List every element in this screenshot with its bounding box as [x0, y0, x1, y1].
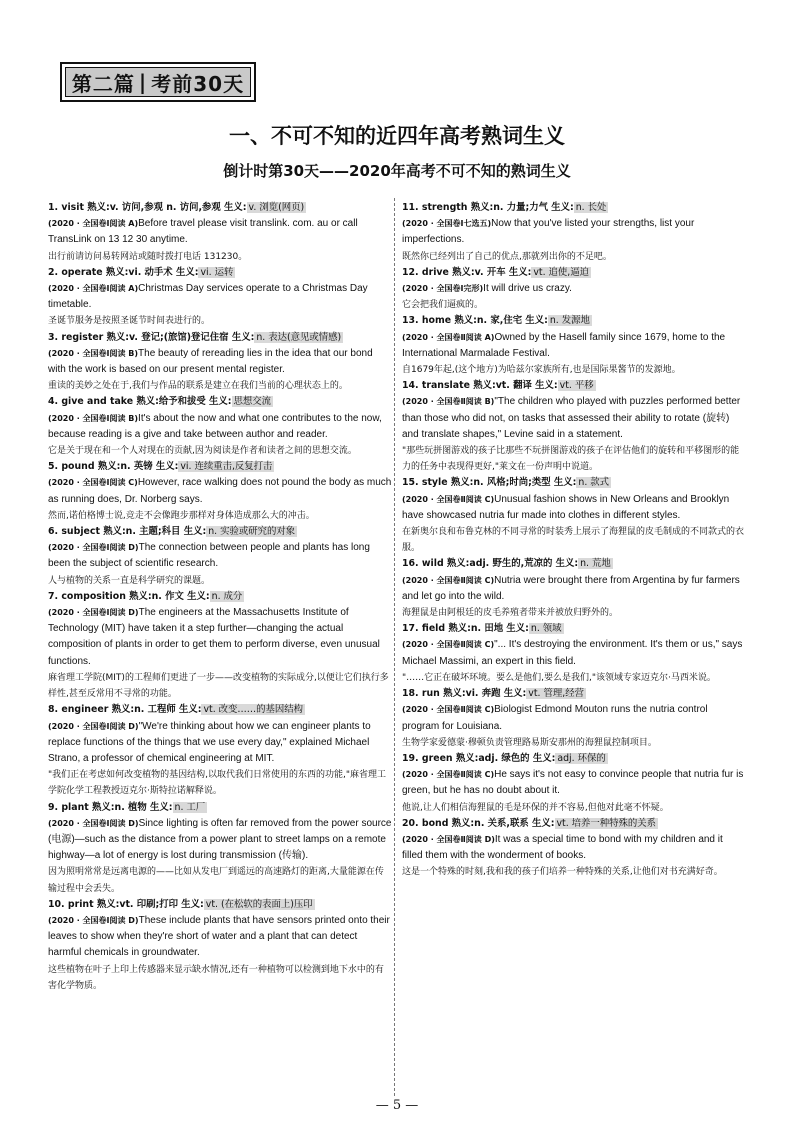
entry-new-meaning: n. 表达(意见或情感): [256, 331, 342, 343]
entry-example-english: It will drive us crazy.: [483, 283, 572, 295]
entry-source: (2020 · 全国卷Ⅰ阅读 D): [48, 915, 139, 925]
entry-headword: [402, 556, 746, 572]
entry-new-meaning: vt. 管理,经营: [528, 688, 584, 700]
entry-example-chinese: 出行前请访问易转网站或随时拨打电话 131230。: [48, 251, 248, 262]
entry-example-english: However, race walking does not pound the body as much as running does, Dr. Norberg says.: [48, 477, 392, 505]
entry-headword: [402, 313, 746, 329]
entry-example-english: "The children who played with puzzles performed better than those who did not, on tasks that assessed their ability to rotate (旋转) and translate shapes," Levine said in a statement.: [402, 396, 741, 440]
entry-common-meaning: 2. operate 熟义:vi. 动手术 生义:: [48, 266, 199, 278]
entry-example-english: Biologist Edmond Mouton runs the nutria control program for Louisiana.: [402, 704, 708, 732]
entry-example-chinese: 这是一个特殊的时刻,我和我的孩子们培养一种特殊的关系,让他们对书充满好奇。: [402, 867, 723, 878]
entry-source: (2020 · 全国卷Ⅰ阅读 D): [48, 543, 139, 553]
entry-source: (2020 · 全国卷Ⅱ阅读 C): [402, 705, 495, 715]
entry-headword: [402, 621, 746, 637]
vocab-entry: [402, 686, 746, 751]
entry-headword: [48, 897, 392, 913]
entry-example-chinese: 生物学家爱德蒙·穆顿负责管理路易斯安那州的海狸鼠控制项目。: [402, 737, 657, 748]
entry-example-english: It was a special time to bond with my children and it filled them with the wonderment of books.: [402, 833, 723, 862]
entry-new-meaning: n. 荒地: [580, 558, 611, 570]
entry-example-chinese: 它会把我们逼疯的。: [402, 300, 484, 311]
entry-new-meaning: n. 实验或研究的对象: [208, 526, 296, 538]
vocab-entry: [48, 200, 392, 265]
entry-common-meaning: 20. bond 熟义:n. 关系,联系 生义:: [402, 817, 555, 829]
entry-new-meaning: vi. 连续重击,反复打击: [180, 461, 273, 473]
vocab-entry: [402, 378, 746, 475]
entry-headword: [48, 800, 392, 816]
entry-new-meaning: 思想交流: [233, 396, 272, 408]
entry-example-english: The engineers at the Massachusetts Institute of Technology (MIT) have taken it a step further—changing the actual composition of plants in order to get them to perform diverse, even unusual functions.: [48, 607, 380, 667]
entry-source: (2020 · 全国卷Ⅱ阅读 D): [402, 834, 495, 844]
subtitle: 倒计时第30天——2020年高考不可不知的熟词生义: [223, 162, 571, 180]
entry-source: (2020 · 全国卷Ⅱ阅读 A): [402, 332, 495, 342]
entry-new-meaning: n. 款式: [578, 477, 610, 489]
entry-headword: [402, 816, 746, 832]
entry-new-meaning: vt. 改变……的基因结构: [203, 704, 304, 716]
vocab-entry: [402, 200, 746, 265]
entry-example-chinese: 因为照明常常是远离电源的——比如从发电厂到遥远的高速路灯的距离,大量能源在传输过程中会丢失。: [48, 867, 384, 894]
right-column: [402, 200, 746, 881]
vocab-entry: [48, 897, 392, 994]
main-title: 一、不可不知的近四年高考熟词生义: [229, 124, 565, 148]
entry-example-chinese: 麻省理工学院(MIT)的工程师们更进了一步——改变植物的实际成分,以便让它们执行多样性,甚至反常用不寻常的功能。: [48, 672, 389, 700]
entry-example-english: The connection between people and plants has long been the subject of scientific research.: [48, 542, 370, 570]
entry-example-english: Unusual fashion shows in New Orleans and Brooklyn have showcased nutria fur made into clothes in different styles.: [402, 493, 730, 521]
entry-example-english: Nutria were brought there from Argentina by fur farmers and let go into the wild.: [402, 574, 740, 602]
entry-new-meaning: vt. (在松软的表面上)压印: [205, 898, 313, 910]
entry-new-meaning: vt. 平移: [559, 380, 594, 392]
column-divider: [394, 198, 395, 1096]
part-label: 第二篇: [71, 71, 135, 96]
entry-example-english: The beauty of rereading lies in the idea that our bond with the work is based on our present mental register.: [48, 347, 373, 376]
entry-example-chinese: 他说,让人们相信海狸鼠的毛是环保的并不容易,但他对此毫不怀疑。: [402, 802, 669, 813]
entry-headword: [48, 200, 392, 216]
entry-example-chinese: "我们正在考虑如何改变植物的基因结构,以取代我们日常使用的东西的功能,"麻省理工学院化学工程教授迈克尔·斯特拉诺解释说。: [48, 770, 387, 797]
entry-common-meaning: 7. composition 熟义:n. 作文 生义:: [48, 590, 210, 602]
entry-common-meaning: 6. subject 熟义:n. 主题;科目 生义:: [48, 526, 207, 538]
entry-source: (2020 · 全国卷Ⅰ阅读 D): [48, 818, 139, 828]
vocab-entry: [402, 313, 746, 378]
entry-headword: [402, 265, 746, 281]
entry-source: (2020 · 全国卷Ⅱ阅读 C): [402, 494, 495, 504]
entry-example-chinese: 重读的美妙之处在于,我们与作品的联系是建立在我们当前的心理状态上的。: [48, 381, 348, 392]
entry-example-english: Since lighting is often far removed from the power source (电源)—such as the distance from a power plant to street lamps on a remote highway—a lot of energy is lost during transmission (传输).: [48, 817, 392, 862]
entry-common-meaning: 12. drive 熟义:v. 开车 生义:: [402, 266, 532, 278]
entry-new-meaning: n. 成分: [211, 590, 243, 602]
entry-new-meaning: n. 发源地: [549, 315, 590, 327]
section-title-box: [60, 62, 256, 102]
entry-example-english: He says it's not easy to convince people that nutria fur is green, but he has no doubt about it.: [402, 769, 744, 797]
entry-headword: [48, 589, 392, 605]
entry-example-chinese: 自1679年起,(这个地方)为哈兹尔家族所有,也是国际果酱节的发源地。: [402, 365, 681, 376]
entry-example-chinese: "那些玩拼图游戏的孩子比那些不玩拼图游戏的孩子在评估他们的旋转和平移图形的能力的任务中表现得更好,"莱文在一份声明中说道。: [402, 446, 740, 473]
entry-common-meaning: 8. engineer 熟义:n. 工程师 生义:: [48, 704, 202, 716]
entry-example-english: "... It's destroying the environment. It's them or us," says Michael Massimi, an expert in this field.: [402, 639, 743, 667]
entry-example-chinese: 海狸鼠是由阿根廷的皮毛养殖者带来并被放归野外的。: [402, 608, 619, 619]
entry-example-chinese: 然而,诺伯格博士说,竞走不会像跑步那样对身体造成那么大的冲击。: [48, 510, 315, 521]
vocab-entry: [402, 816, 746, 881]
entry-example-chinese: 圣诞节服务是按照圣诞节时间表进行的。: [48, 316, 211, 327]
entry-source: (2020 · 全国卷Ⅰ阅读 A): [48, 284, 139, 294]
entry-headword: [48, 702, 392, 718]
entry-source: (2020 · 全国卷Ⅱ阅读 C): [402, 770, 495, 780]
entry-new-meaning: vt. 培养一种特殊的关系: [556, 817, 657, 829]
entry-headword: [402, 200, 746, 216]
vocab-entry: [48, 459, 392, 524]
left-column: [48, 200, 392, 994]
entry-common-meaning: 13. home 熟义:n. 家,住宅 生义:: [402, 315, 548, 327]
entry-headword: [48, 459, 392, 475]
entry-example-english: Christmas Day services operate to a Christmas Day timetable.: [48, 283, 368, 311]
entry-common-meaning: 1. visit 熟义:v. 访问,参观 n. 访问,参观 生义:: [48, 202, 247, 213]
entry-headword: [402, 475, 746, 491]
entry-headword: [48, 265, 392, 281]
entry-common-meaning: 3. register 熟义:v. 登记;(旅馆)登记住宿 生义:: [48, 331, 255, 343]
entry-source: (2020 · 全国卷Ⅱ阅读 C): [402, 575, 495, 585]
entry-example-english: Now that you've listed your strengths, list your imperfections.: [402, 218, 695, 246]
vocab-entry: [402, 751, 746, 816]
entry-example-english: Owned by the Hasell family since 1679, home to the International Marmalade Festival.: [402, 331, 726, 359]
entry-headword: [48, 394, 392, 410]
entry-common-meaning: 4. give and take 熟义:给予和拔受 生义:: [48, 396, 232, 408]
entry-source: (2020 · 全国卷Ⅰ阅读 B): [48, 348, 139, 358]
entry-source: (2020 · 全国卷Ⅰ完形): [402, 284, 484, 294]
entry-source: (2020 · 全国卷Ⅰ七选五): [402, 219, 492, 229]
entry-source: (2020 · 全国卷Ⅰ阅读 D): [48, 721, 139, 731]
entry-common-meaning: 15. style 熟义:n. 风格;时尚;类型 生义:: [402, 477, 577, 489]
entry-headword: [48, 330, 392, 346]
entry-headword: [402, 751, 746, 767]
part-title: 考前30天: [151, 71, 245, 96]
part-separator: |: [138, 70, 148, 94]
entry-common-meaning: 5. pound 熟义:n. 英镑 生义:: [48, 461, 179, 473]
vocab-entry: [48, 265, 392, 330]
vocab-entry: [402, 556, 746, 621]
entry-new-meaning: n. 领域: [530, 623, 562, 635]
entry-common-meaning: 9. plant 熟义:n. 植物 生义:: [48, 801, 173, 813]
entry-example-chinese: "……它正在破坏环境。要么是他们,要么是我们,"该领域专家迈克尔·马西米说。: [402, 672, 716, 683]
entry-common-meaning: 10. print 熟义:vt. 印刷;打印 生义:: [48, 898, 204, 910]
entry-example-english: Before travel please visit translink. com. au or call TransLink on 13 12 30 anytime.: [48, 218, 358, 246]
vocab-entry: [402, 621, 746, 686]
entry-new-meaning: v. 浏览(网页): [248, 202, 305, 213]
entry-common-meaning: 17. field 熟义:n. 田地 生义:: [402, 623, 529, 635]
entry-source: (2020 · 全国卷Ⅰ阅读 C): [48, 478, 138, 488]
entry-source: (2020 · 全国卷Ⅱ阅读 C): [402, 640, 495, 650]
entry-new-meaning: adj. 环保的: [557, 752, 606, 764]
entry-example-english: These include plants that have sensors printed onto their leaves to show when they're short of water and a plant that can detect harmful chemicals in groundwater.: [48, 914, 390, 959]
page-number: — 5 —: [375, 1098, 419, 1113]
entry-example-english: "We're thinking about how we can engineer plants to replace functions of the things that we use every day," explained Michael Strano, a professor of chemical engineering at MIT.: [48, 720, 371, 764]
entry-common-meaning: 14. translate 熟义:vt. 翻译 生义:: [402, 380, 558, 392]
entry-example-chinese: 在新奥尔良和布鲁克林的不同寻常的时装秀上展示了海狸鼠的皮毛制成的不同款式的衣服。: [402, 527, 745, 554]
entry-source: (2020 · 全国卷Ⅰ阅读 D): [48, 608, 139, 618]
vocab-entry: [48, 589, 392, 702]
entry-common-meaning: 19. green 熟义:adj. 绿色的 生义:: [402, 752, 556, 764]
entry-example-chinese: 这些植物在叶子上印上传感器来显示缺水情况,还有一种植物可以检测到地下水中的有害化学物质。: [48, 964, 384, 991]
entry-new-meaning: n. 工厂: [174, 801, 206, 813]
vocab-entry: [48, 800, 392, 897]
entry-headword: [48, 524, 392, 540]
entry-common-meaning: 16. wild 熟义:adj. 野生的,荒凉的 生义:: [402, 558, 579, 570]
entry-new-meaning: n. 长处: [575, 202, 607, 213]
entry-example-chinese: 它是关于现在和一个人对现在的贡献,因为阅读是作者和读者之间的思想交流。: [48, 446, 357, 457]
entry-headword: [402, 378, 746, 394]
vocab-entry: [48, 524, 392, 589]
entry-source: (2020 · 全国卷Ⅱ阅读 B): [402, 397, 495, 407]
vocab-entry: [48, 702, 392, 799]
entry-common-meaning: 11. strength 熟义:n. 力量;力气 生义:: [402, 202, 574, 213]
entry-new-meaning: vi. 运转: [200, 266, 234, 278]
vocab-entry: [402, 265, 746, 314]
entry-common-meaning: 18. run 熟义:vi. 奔跑 生义:: [402, 688, 527, 700]
vocab-entry: [48, 330, 392, 395]
entry-example-english: It's about the now and what one contributes to the now, because reading is a give and take between author and reader.: [48, 412, 382, 440]
vocab-entry: [402, 475, 746, 556]
entry-headword: [402, 686, 746, 702]
entry-example-chinese: 人与植物的关系一直是科学研究的课题。: [48, 575, 211, 586]
entry-example-chinese: 既然你已经列出了自己的优点,那就列出你的不足吧。: [402, 251, 612, 262]
vocab-entry: [48, 394, 392, 459]
entry-new-meaning: vt. 追使,逼迫: [533, 266, 590, 278]
entry-source: (2020 · 全国卷Ⅰ阅读 B): [48, 413, 139, 423]
entry-source: (2020 · 全国卷Ⅰ阅读 A): [48, 219, 139, 229]
